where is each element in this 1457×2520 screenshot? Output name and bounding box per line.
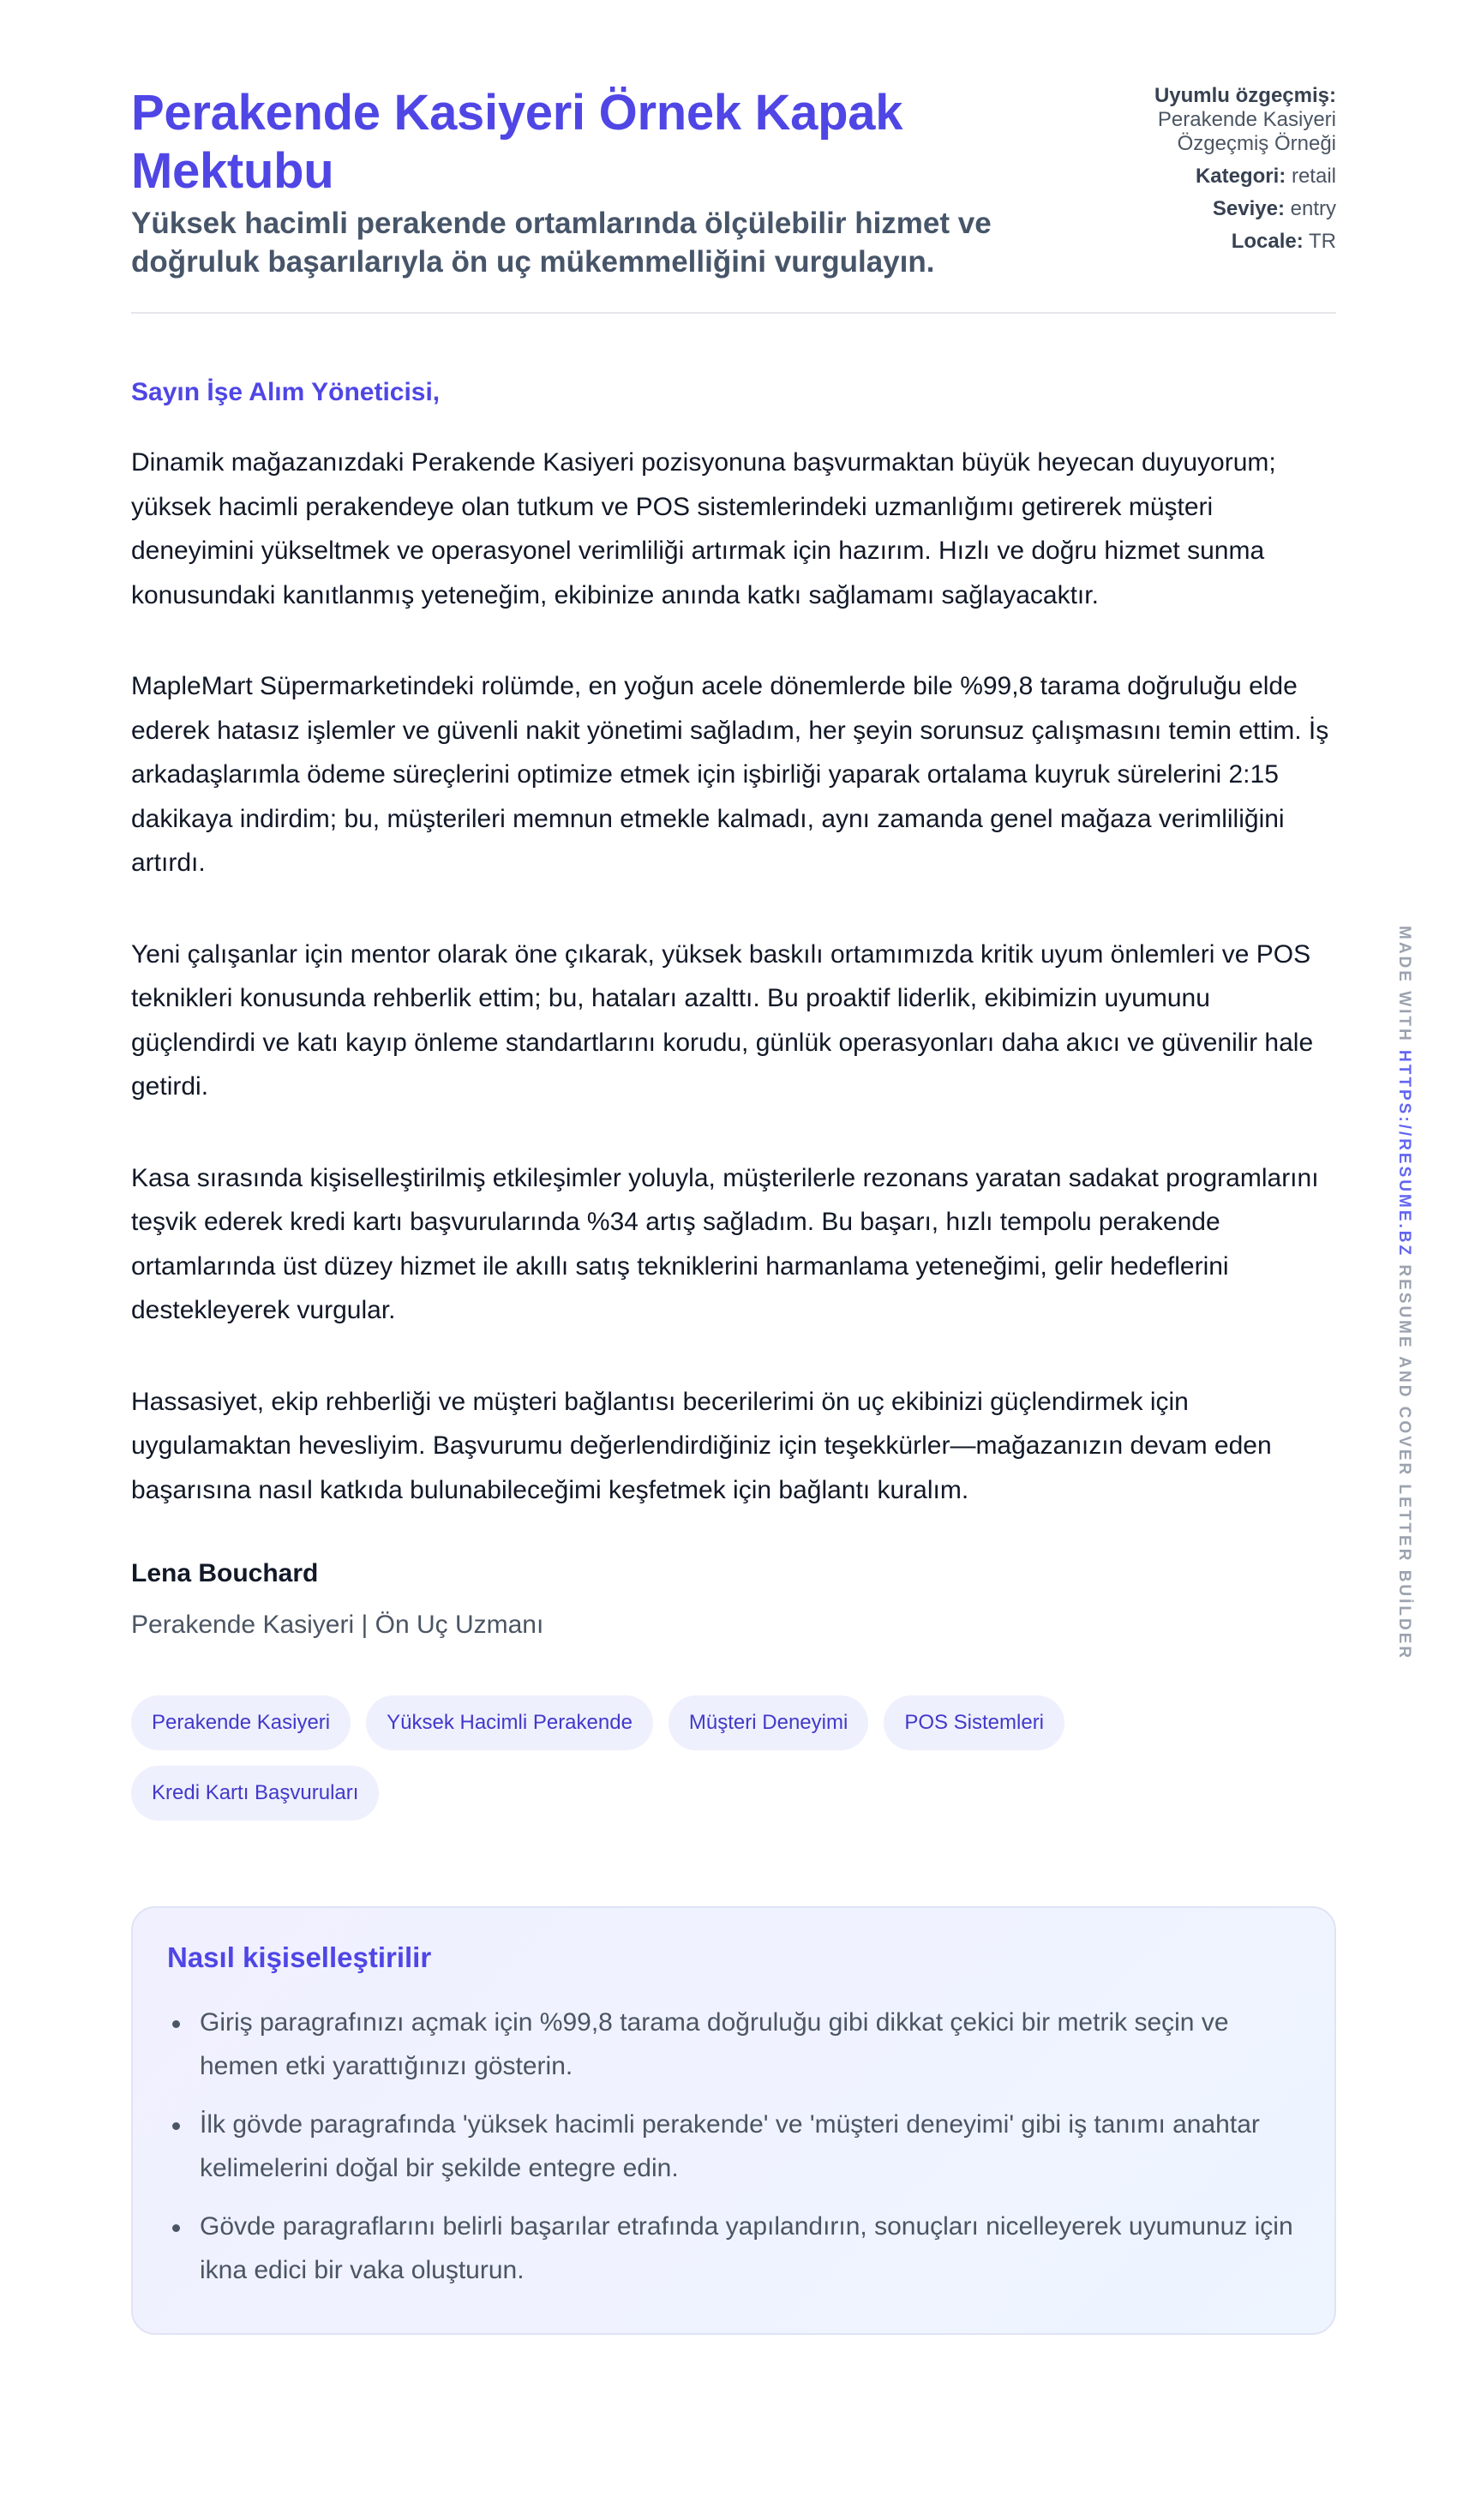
tip-item: Gövde paragraflarını belirli başarılar etrafında yapılandırın, sonuçları nicelleyerek uyumunuz için ikna edici bir vaka oluşturun. [167, 2205, 1300, 2292]
keyword-tag: Kredi Kartı Başvuruları [131, 1766, 379, 1821]
meta-category-value: retail [1291, 165, 1336, 188]
keyword-tag: Yüksek Hacimli Perakende [366, 1695, 653, 1750]
letter-paragraph: Dinamik mağazanızdaki Perakende Kasiyeri pozisyonuna başvurmaktan büyük heyecan duyuyorum; yüksek hacimli perakendeye olan tutkum ve POS sistemlerindeki uzmanlığımı getirerek müşteri deneyimini yükseltmek ve operasyonel verimliliği artırmak için hazırım. Hızlı ve doğru hizmet sunma konusundaki kanıtlanmış yeteneğim, ekibinize anında katkı sağlamamı sağlayacaktır. [131, 448, 1276, 609]
keyword-tag: Müşteri Deneyimi [669, 1695, 868, 1750]
meta-level-value: entry [1290, 197, 1336, 220]
tips-list [167, 2001, 1300, 2292]
meta-locale [1028, 230, 1336, 254]
watermark-prefix: MADE WITH [1395, 926, 1413, 1043]
meta-category-label: Kategori: [1195, 165, 1286, 188]
letter-paragraph: Hassasiyet, ekip rehberliği ve müşteri bağlantısı becerilerimi ön uç ekibinizi güçlendirmek için uygulamaktan hevesliyim. Başvurumu değerlendirdiğiniz için teşekkürler—mağazanızın devam eden başarısına nasıl katkıda bulunabileceğimi keşfetmek için bağlantı kuralım. [131, 1387, 1272, 1504]
signature-title: Perakende Kasiyeri | Ön Uç Uzmanı [131, 1611, 544, 1639]
meta-resume [1028, 84, 1336, 156]
customization-tips-box [131, 1906, 1336, 2335]
letter-paragraph: MapleMart Süpermarketindeki rolümde, en yoğun acele dönemlerde bile %99,8 tarama doğruluğu elde ederek hatasız işlemler ve güvenli nakit yönetimi sağladım, her şeyin sorunsuz çalışmasını temin ettim. İş arkadaşlarımla ödeme süreçlerini optimize etmek için işbirliği yaparak ortalama kuyruk sürelerini 2:15 dakikaya indirdim; bu, müşterileri memnun etmekle kalmadı, aynı zamanda genel mağaza verimliliğini artırdı. [131, 672, 1329, 877]
watermark-link[interactable]: HTTPS://RESUME.BZ [1395, 1050, 1413, 1258]
keyword-tags [131, 1695, 1245, 1821]
meta-resume-link[interactable]: Perakende Kasiyeri Özgeçmiş Örneği [1157, 108, 1336, 155]
cover-letter-page [131, 0, 1336, 2335]
watermark-suffix: RESUME AND COVER LETTER BUİLDER [1395, 1264, 1413, 1661]
letter-greeting: Sayın İşe Alım Yöneticisi, [131, 378, 441, 406]
letter-paragraph: Yeni çalışanlar için mentor olarak öne çıkarak, yüksek baskılı ortamımızda kritik uyum önlemleri ve POS teknikleri konusunda rehberlik ettim; bu, hataları azalttı. Bu proaktif liderlik, ekibimizin uyumunu güçlendirdi ve katı kayıp önleme standartlarını korudu, günlük operasyonları daha akıcı ve güvenilir hale getirdi. [131, 939, 1314, 1101]
meta-level [1028, 197, 1336, 221]
meta-level-label: Seviye: [1212, 197, 1285, 220]
meta-panel [1028, 84, 1336, 262]
tips-title: Nasıl kişiselleştirilir [167, 1941, 432, 1973]
meta-locale-label: Locale: [1231, 230, 1304, 253]
letter-paragraph: Kasa sırasında kişiselleştirilmiş etkileşimler yoluyla, müşterilerle rezonans yaratan sadakat programlarını teşvik ederek kredi kartı başvurularında %34 artış sağladım. Bu başarı, hızlı tempolu perakende ortamlarında üst düzey hizmet ile akıllı satış tekniklerini harmanlama yeteneğimi, gelir hedeflerini destekleyerek vurgular. [131, 1163, 1319, 1324]
letter-body [131, 441, 1336, 1512]
meta-category [1028, 165, 1336, 189]
page-title: Perakende Kasiyeri Örnek Kapak Mektubu [131, 85, 903, 199]
tip-item: İlk gövde paragrafında 'yüksek hacimli perakende' ve 'müşteri deneyimi' gibi iş tanımı anahtar kelimelerini doğal bir şekilde entegre edin. [167, 2103, 1300, 2190]
signature-name: Lena Bouchard [131, 1559, 319, 1587]
meta-resume-label: Uyumlu özgeçmiş: [1154, 84, 1336, 107]
header [131, 0, 1336, 314]
meta-locale-value: TR [1309, 230, 1336, 253]
keyword-tag: Perakende Kasiyeri [131, 1695, 351, 1750]
keyword-tag: POS Sistemleri [884, 1695, 1064, 1750]
watermark [1394, 926, 1413, 1660]
page-subtitle: Yüksek hacimli perakende ortamlarında ölçülebilir hizmet ve doğruluk başarılarıyla ön uç mükemmelliğini vurgulayın. [131, 207, 992, 279]
tip-item: Giriş paragrafınızı açmak için %99,8 tarama doğruluğu gibi dikkat çekici bir metrik seçin ve hemen etki yarattığınızı gösterin. [167, 2001, 1300, 2088]
